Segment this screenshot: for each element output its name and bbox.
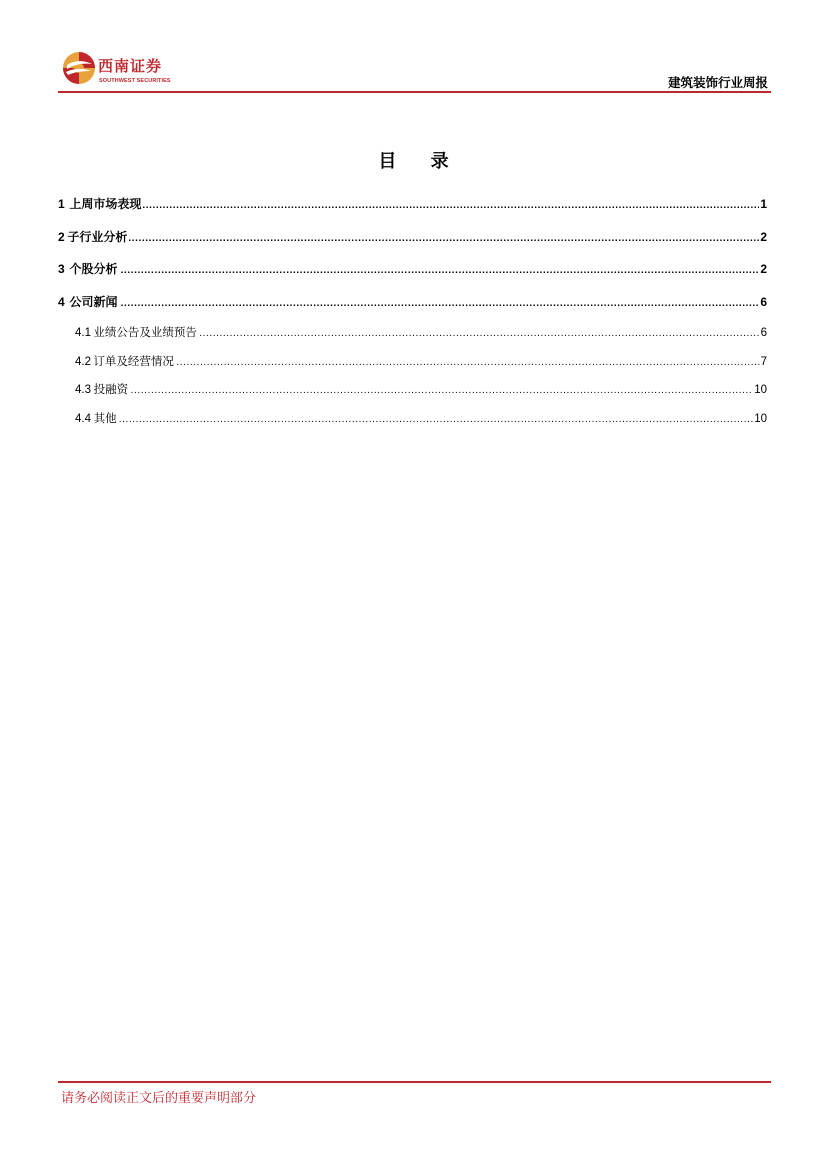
toc-entry-investment-financing[interactable] <box>75 381 767 397</box>
toc-entry-number: 1 <box>58 197 65 211</box>
toc-entry-other[interactable] <box>75 410 767 426</box>
toc-heading: 目 录 <box>378 151 463 172</box>
footer-divider <box>58 1081 771 1083</box>
toc-entry-label: 投融资 <box>93 382 129 396</box>
toc-entry-page: 2 <box>760 262 768 276</box>
logo-english-text: SOUTHWEST SECURITIES <box>99 78 171 84</box>
company-logo <box>62 48 172 88</box>
southwest-securities-logo-icon <box>62 51 96 85</box>
toc-leader-dots <box>142 200 759 211</box>
toc-leader-dots <box>121 265 760 276</box>
toc-entry-stock-analysis[interactable] <box>58 260 767 276</box>
toc-entry-company-news[interactable] <box>58 293 767 309</box>
toc-entry-label: 公司新闻 <box>69 295 118 309</box>
toc-entry-orders-operations[interactable] <box>75 353 767 369</box>
toc-entry-label: 子行业分析 <box>67 230 128 244</box>
toc-entry-page: 1 <box>760 197 767 211</box>
toc-leader-dots <box>176 357 759 368</box>
toc-entry-page: 10 <box>754 413 767 425</box>
toc-entry-market-performance[interactable] <box>58 195 767 211</box>
logo-chinese-text: 西南证券 <box>98 57 163 75</box>
toc-leader-dots <box>131 385 754 396</box>
toc-entry-page: 6 <box>760 327 767 339</box>
header-divider <box>58 91 771 93</box>
toc-entry-earnings-announcements[interactable] <box>75 324 767 340</box>
toc-entry-label: 个股分析 <box>69 262 118 276</box>
toc-leader-dots <box>199 328 759 339</box>
toc-leader-dots <box>119 414 753 425</box>
footer-disclaimer: 请务必阅读正文后的重要声明部分 <box>61 1091 257 1106</box>
toc-entry-number: 2 <box>58 230 65 244</box>
toc-entry-number: 4.3 <box>75 384 91 396</box>
toc-entry-label: 订单及经营情况 <box>93 354 174 368</box>
toc-entry-page: 10 <box>754 384 767 396</box>
toc-entry-number: 4.2 <box>75 356 91 368</box>
toc-entry-page: 7 <box>760 356 767 368</box>
toc-leader-dots <box>128 233 759 244</box>
toc-entry-page: 2 <box>760 230 767 244</box>
toc-entry-number: 4.4 <box>75 413 91 425</box>
toc-entry-sub-industry[interactable] <box>58 228 767 244</box>
toc-entry-number: 4.1 <box>75 327 91 339</box>
page-header <box>58 44 771 92</box>
toc-leader-dots <box>121 298 760 309</box>
toc-entry-label: 业绩公告及业绩预告 <box>93 325 197 339</box>
toc-entry-number: 4 <box>58 295 65 309</box>
toc-entry-label: 上周市场表现 <box>69 197 142 211</box>
toc-entry-label: 其他 <box>93 411 117 425</box>
toc-entry-number: 3 <box>58 262 65 276</box>
report-title: 建筑装饰行业周报 <box>667 75 768 90</box>
toc-entry-page: 6 <box>760 295 768 309</box>
